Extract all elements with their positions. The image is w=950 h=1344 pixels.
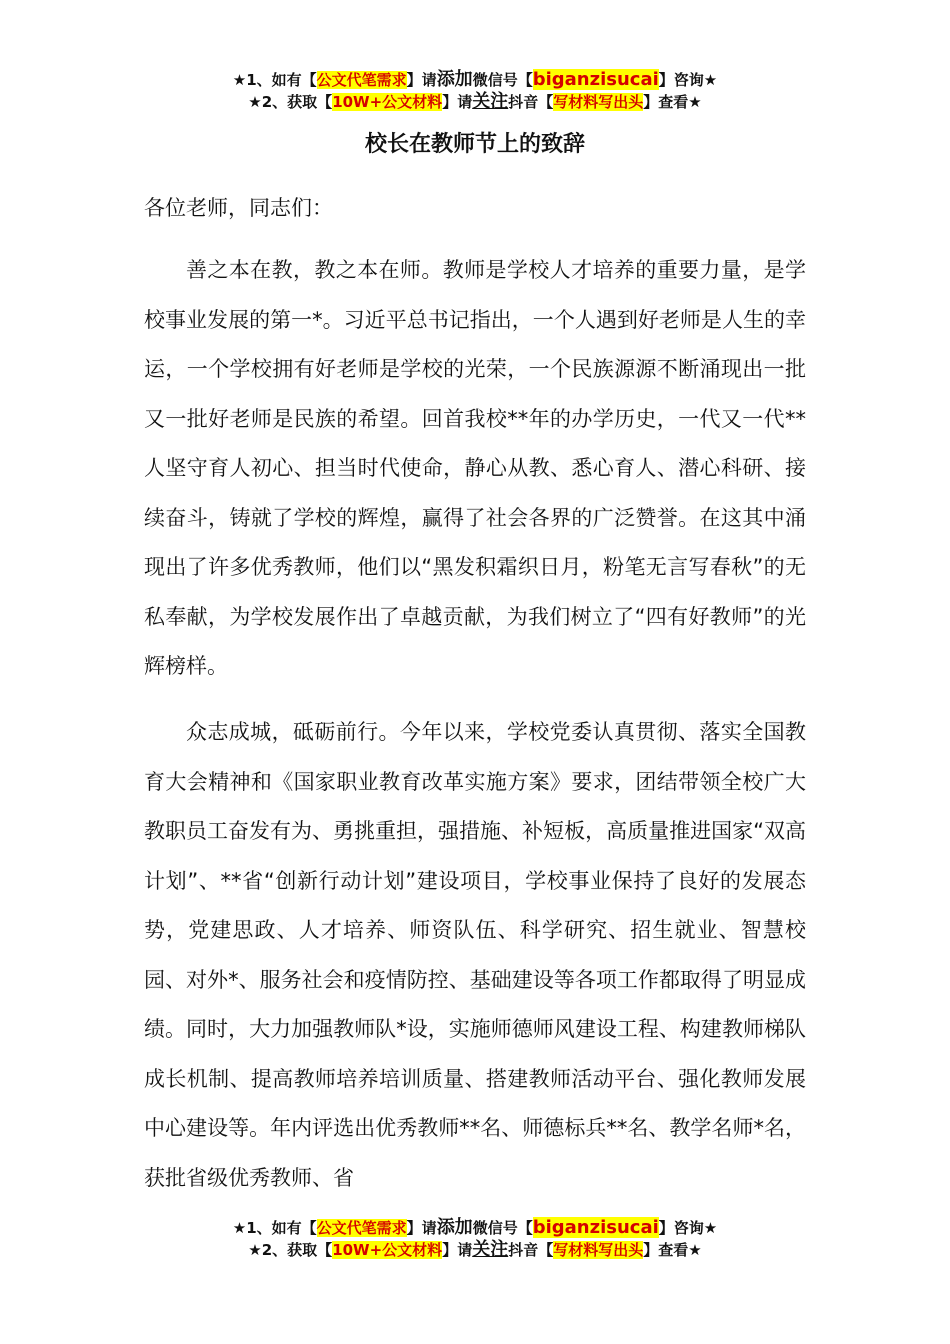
ad-text: 】查看★	[643, 1241, 702, 1259]
ad-text: 】查看★	[643, 93, 702, 111]
paragraph-1: 善之本在教，教之本在师。教师是学校人才培养的重要力量，是学校事业发展的第一*。习近平总书记指出，一个人遇到好老师是人生的幸运，一个学校拥有好老师是学校的光荣，一个民族源源不断涌现出一批又一批好老师是民族的希望。回首我校**年的办学历史，一代又一代**人坚守育人初心、担当时代使命，静心从教、悉心育人、潜心科研、接续奋斗，铸就了学校的辉煌，赢得了社会各界的广泛赞誉。在这其中涌现出了许多优秀教师，他们以“黑发积霜织日月，粉笔无言写春秋”的无私奉献，为学校发展作出了卓越贡献，为我们树立了“四有好教师”的光辉榜样。	[144, 258, 806, 678]
ad-text: ★2、获取【	[248, 93, 333, 111]
ad-highlight: 10W+公文材料	[332, 93, 443, 111]
ad-text: ★1、如有【	[232, 1219, 317, 1237]
ad-text: 微信号【	[472, 71, 533, 89]
ad-highlight: 公文代笔需求	[316, 1219, 407, 1237]
ad-emphasis: 添加	[436, 69, 473, 90]
ad-line-1	[0, 1217, 950, 1239]
paragraph-2: 众志成城，砥砺前行。今年以来，学校党委认真贯彻、落实全国教育大会精神和《国家职业教育改革实施方案》要求，团结带领全校广大教职员工奋发有为、勇挑重担，强措施、补短板，高质量推进国家“双高计划”、**省“创新行动计划”建设项目，学校事业保持了良好的发展态势，党建思政、人才培养、师资队伍、科学研究、招生就业、智慧校园、对外*、服务社会和疫情防控、基础建设等各项工作都取得了明显成绩。同时，大力加强教师队*设，实施师德师风建设工程、构建教师梯队成长机制、提高教师培养培训质量、搭建教师活动平台、强化教师发展中心建设等。年内评选出优秀教师**名、师德标兵**名、教学名师*名，获批省级优秀教师、省	[144, 720, 806, 1190]
ad-douyin-id: 写材料写出头	[553, 1241, 644, 1259]
ad-text: ★2、获取【	[248, 1241, 333, 1259]
ad-text: 抖音【	[508, 93, 554, 111]
ad-emphasis: 关注	[472, 1239, 509, 1260]
salutation: 各位老师，同志们：	[144, 196, 333, 220]
ad-douyin-id: 写材料写出头	[553, 93, 644, 111]
ad-emphasis: 添加	[436, 1217, 473, 1238]
ad-text: 】咨询★	[658, 1219, 718, 1237]
ad-wechat-id: biganzisucai	[532, 69, 659, 90]
ad-line-2	[0, 91, 950, 113]
ad-wechat-id: biganzisucai	[532, 1217, 659, 1238]
ad-highlight: 公文代笔需求	[316, 71, 407, 89]
ad-text: 】咨询★	[658, 71, 718, 89]
ad-line-2	[0, 1239, 950, 1261]
top-ad-banner	[0, 69, 950, 113]
ad-text: 】请	[442, 93, 473, 111]
ad-highlight: 10W+公文材料	[332, 1241, 443, 1259]
ad-text: 微信号【	[472, 1219, 533, 1237]
ad-text: 】请	[442, 1241, 473, 1259]
bottom-ad-banner	[0, 1217, 950, 1261]
ad-line-1	[0, 69, 950, 91]
ad-text: ★1、如有【	[232, 71, 317, 89]
ad-text: 抖音【	[508, 1241, 554, 1259]
ad-text: 】请	[406, 1219, 437, 1237]
ad-emphasis: 关注	[472, 91, 509, 112]
ad-text: 】请	[406, 71, 437, 89]
document-title: 校长在教师节上的致辞	[364, 132, 585, 157]
